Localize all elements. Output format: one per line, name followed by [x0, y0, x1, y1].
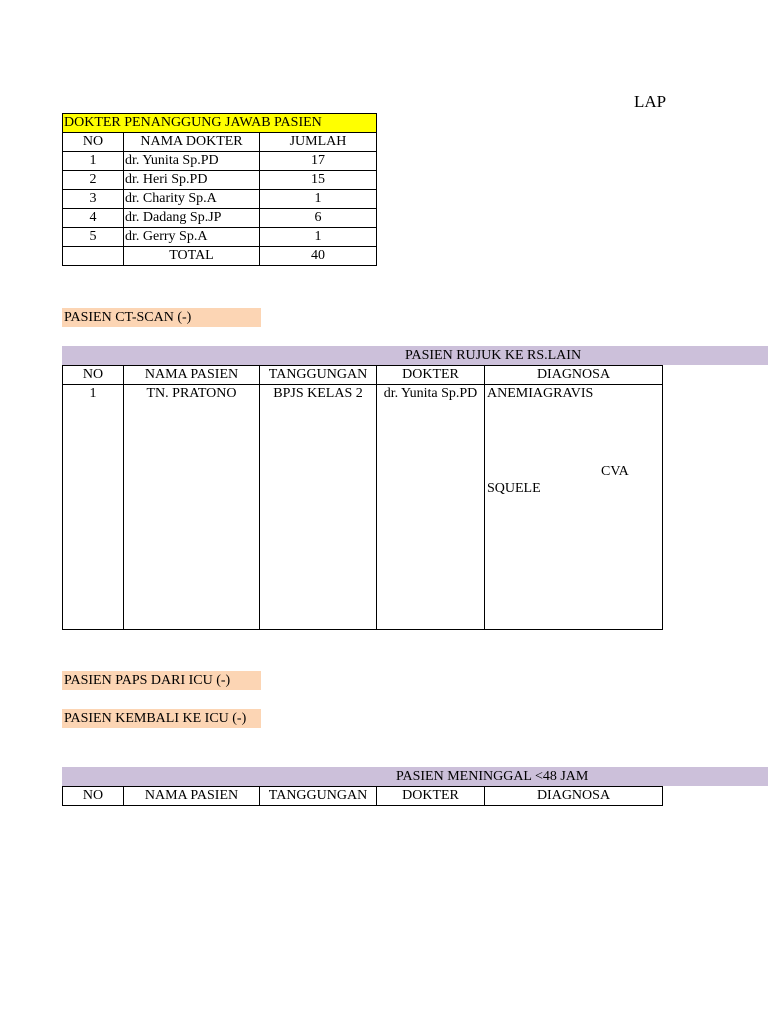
doctor-table-title: DOKTER PENANGGUNG JAWAB PASIEN: [63, 114, 377, 133]
row-count: 1: [260, 190, 377, 209]
row-no: 3: [63, 190, 124, 209]
row-doctor-name: dr. Yunita Sp.PD: [124, 152, 260, 171]
column-header-tanggungan: TANGGUNGAN: [260, 366, 377, 385]
row-doctor-name: dr. Gerry Sp.A: [124, 228, 260, 247]
meninggal-table: [62, 786, 663, 806]
report-title: LAP: [634, 92, 667, 111]
column-header-no: NO: [63, 787, 124, 806]
row-tanggungan: BPJS KELAS 2: [260, 385, 377, 630]
row-diagnosa: [485, 385, 663, 630]
total-empty-cell: [63, 247, 124, 266]
column-header-jumlah: JUMLAH: [260, 133, 377, 152]
paps-icu-label: PASIEN PAPS DARI ICU (-): [62, 671, 261, 690]
table-row: [63, 209, 377, 228]
table-row: [63, 152, 377, 171]
meninggal-table-columns: [63, 787, 663, 806]
row-no: 1: [63, 385, 124, 630]
row-patient-name: TN. PRATONO: [124, 385, 260, 630]
doctor-table: [62, 113, 377, 266]
doctor-table-header-row: [63, 114, 377, 133]
rujuk-table-columns: [63, 366, 663, 385]
meninggal-title-band: [62, 767, 768, 786]
table-row: [63, 385, 663, 630]
column-header-nama-pasien: NAMA PASIEN: [124, 366, 260, 385]
column-header-nama-dokter: NAMA DOKTER: [124, 133, 260, 152]
total-row: [63, 247, 377, 266]
total-label: TOTAL: [124, 247, 260, 266]
row-count: 1: [260, 228, 377, 247]
row-doctor: dr. Yunita Sp.PD: [377, 385, 485, 630]
kembali-icu-label: PASIEN KEMBALI KE ICU (-): [62, 709, 261, 728]
row-doctor-name: dr. Heri Sp.PD: [124, 171, 260, 190]
row-doctor-name: dr. Dadang Sp.JP: [124, 209, 260, 228]
rujuk-table: [62, 365, 663, 630]
table-row: [63, 171, 377, 190]
ct-scan-label: PASIEN CT-SCAN (-): [62, 308, 261, 327]
column-header-no: NO: [63, 366, 124, 385]
column-header-tanggungan: TANGGUNGAN: [260, 787, 377, 806]
row-no: 5: [63, 228, 124, 247]
column-header-diagnosa: DIAGNOSA: [485, 366, 663, 385]
table-row: [63, 228, 377, 247]
meninggal-title: PASIEN MENINGGAL <48 JAM: [396, 769, 589, 784]
rujuk-title-band: [62, 346, 768, 365]
column-header-no: NO: [63, 133, 124, 152]
column-header-nama-pasien: NAMA PASIEN: [124, 787, 260, 806]
column-header-dokter: DOKTER: [377, 787, 485, 806]
row-no: 2: [63, 171, 124, 190]
column-header-dokter: DOKTER: [377, 366, 485, 385]
diagnosa-line-1: ANEMIAGRAVIS: [487, 386, 594, 401]
total-value: 40: [260, 247, 377, 266]
doctor-table-columns: [63, 133, 377, 152]
row-count: 17: [260, 152, 377, 171]
diagnosa-line-3: SQUELE: [487, 481, 541, 496]
row-count: 15: [260, 171, 377, 190]
table-row: [63, 190, 377, 209]
column-header-diagnosa: DIAGNOSA: [485, 787, 663, 806]
row-doctor-name: dr. Charity Sp.A: [124, 190, 260, 209]
rujuk-title: PASIEN RUJUK KE RS.LAIN: [405, 348, 582, 363]
diagnosa-line-2: CVA: [601, 464, 629, 479]
row-no: 4: [63, 209, 124, 228]
row-no: 1: [63, 152, 124, 171]
row-count: 6: [260, 209, 377, 228]
